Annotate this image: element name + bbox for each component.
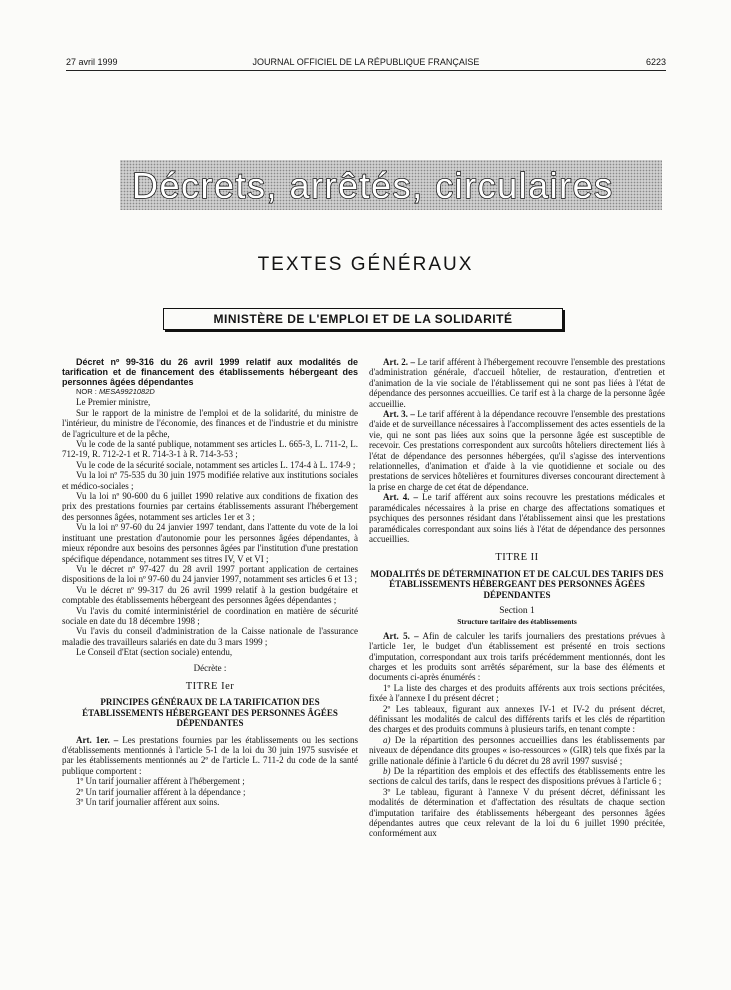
- titre-heading: TITRE II: [495, 552, 539, 564]
- section-subheading: Structure tarifaire des établissements: [457, 617, 577, 627]
- list-item: 1º La liste des charges et des produits afférents aux trois sections précitées, fixée à l'annexe I du présent décret ;: [369, 682, 665, 704]
- article-2: [369, 357, 665, 409]
- header-journal-title: JOURNAL OFFICIEL DE LA RÉPUBLIQUE FRANÇAISE: [252, 57, 480, 67]
- nor-label: NOR :: [76, 387, 97, 396]
- list-item: 2º Un tarif journalier afférent à la dépendance ;: [76, 786, 246, 797]
- titre-heading: TITRE Ier: [185, 680, 235, 692]
- paragraph: Vu l'avis du comité interministériel de coordination en matière de sécurité sociale en date du 18 décembre 1998 ;: [62, 605, 358, 626]
- left-column: [62, 357, 358, 807]
- ministry-box: MINISTÈRE DE L'EMPLOI ET DE LA SOLIDARITÉ: [163, 308, 563, 330]
- running-header: [66, 57, 666, 71]
- section-title: TEXTES GÉNÉRAUX: [257, 254, 474, 275]
- article-text: Le tarif afférent aux soins recouvre les prestations médicales et paramédicales nécessaires à la prise en charge des affectations somatiques et psychiques des personnes résidant dans l'établissement ainsi que les prestations paramédicales correspondant aux soins liés à l'état de dépendance des personnes accueillies.: [369, 492, 665, 544]
- paragraph: Vu l'avis du conseil d'administration de la Caisse nationale de l'assurance maladie des travailleurs salariés en date du 3 mars 1999 ;: [62, 626, 358, 647]
- article-label: Art. 2. –: [383, 357, 416, 367]
- list-item: 3º Un tarif journalier afférent aux soins.: [76, 797, 220, 808]
- paragraph: Vu le décret nº 99-317 du 26 avril 1999 relatif à la gestion budgétaire et comptable des établissements hébergeant des personnes âgées dépendantes ;: [62, 584, 358, 606]
- item-text: De la répartition des emplois et des effectifs des établissements entre les sections de calcul des tarifs, dans le respect des dispositions prévues à l'article 6 ;: [369, 766, 665, 787]
- article-5: [369, 631, 665, 683]
- article-3: [369, 409, 665, 492]
- right-column: [369, 357, 665, 839]
- header-rule: [66, 70, 666, 71]
- banner-title: Décrets, arrêtés, circulaires: [132, 165, 614, 206]
- titre-subheading: MODALITÉS DE DÉTERMINATION ET DE CALCUL DES TARIFS DES ÉTABLISSEMENTS HÉBERGEANT DES PERSONNES ÂGÉES DÉPENDANTES: [370, 568, 664, 600]
- list-item: 2º Les tableaux, figurant aux annexes IV-1 et IV-2 du présent décret, définissant les modalités de calcul des différents tarifs et les clés de répartition des charges et des produits communs à plusieurs tarifs, en tenant compte :: [369, 703, 665, 735]
- article-label: Art. 1er. –: [76, 734, 119, 745]
- paragraph: Vu la loi nº 75-535 du 30 juin 1975 modifiée relative aux institutions sociales et médico-sociales ;: [62, 470, 358, 491]
- article-text: Les prestations fournies par les établissements ou les sections d'établissements mentionnés à l'article 5-1 de la loi du 30 juin 1975 susvisée et par les établissements mentionnés au 2º de l'article L. 711-2 du code de la santé publique comportent :: [62, 734, 359, 776]
- article-4: [369, 492, 665, 544]
- paragraph: Vu le code de la santé publique, notamment ses articles L. 665-3, L. 711-2, L. 712-19, R. 712-2-1 et R. 714-3-1 à R. 714-3-53 ;: [62, 439, 358, 460]
- article-1: [62, 735, 358, 777]
- decree-title: Décret nº 99-316 du 26 avril 1999 relatif aux modalités de tarification et de financement des établissements hébergeant des personnes âgées dépendantes: [62, 357, 358, 387]
- paragraph: Sur le rapport de la ministre de l'emploi et de la solidarité, du ministre de l'intérieur, du ministre de l'économie, des finances et de l'industrie et du ministre de l'agriculture et de la pêche,: [62, 407, 358, 439]
- list-item: [369, 735, 665, 766]
- paragraph: Vu la loi nº 90-600 du 6 juillet 1990 relative aux conditions de fixation des prix des prestations fournies par certains établissements assurant l'hébergement des personnes âgées, notamment ses articles 1er et 3 ;: [62, 491, 358, 522]
- header-page-number: 6223: [645, 57, 666, 67]
- item-text: De la répartition des personnes accueillies dans les établissements par niveaux de dépendance dits groupes « iso-ressources » (GIR) tels que fixés par la grille nationale définie à l'article 6 du décret du 28 avril 1997 susvisé ;: [369, 734, 665, 766]
- article-label: Art. 5. –: [383, 630, 419, 641]
- list-item: 3º Le tableau, figurant à l'annexe V du présent décret, définissant les modalités de détermination et d'affectation des résultats de chaque section d'imputation tarifaire des établissements hébergeant des personnes âgées dépendantes autres que ceux relevant de la loi du 6 juillet 1990 précitée, conformément aux: [369, 786, 665, 839]
- titre-subheading: PRINCIPES GÉNÉRAUX DE LA TARIFICATION DES ÉTABLISSEMENTS HÉBERGEANT DES PERSONNES ÂGÉES DÉPENDANTES: [82, 697, 338, 729]
- decrete: Décrète :: [193, 662, 227, 673]
- nor-code: MESA9921082D: [98, 387, 155, 396]
- section-heading: Section 1: [499, 605, 535, 616]
- list-item: [369, 766, 665, 787]
- article-text: Le tarif afférent à la dépendance recouvre l'ensemble des prestations d'aide et de surveillance nécessaires à l'accomplissement des actes essentiels de la vie, qui ne sont pas liées aux soins que la personne âgée est susceptible de recevoir. Ces prestations correspondent aux surcoûts hôteliers directement liés à l'état de dépendance des personnes hébergées, qu'il s'agisse des interventions relationnelles, d'animation et d'aide à la vie quotidienne et sociale ou des prestations de services hôtelières et fournitures diverses concourant directement à la prise en charge de cet état de dépendance.: [369, 409, 665, 492]
- article-text: Afin de calculer les tarifs journaliers des prestations prévues à l'article 1er, le budget d'un établissement est présenté en trois sections d'imputation, correspondant aux trois tarifs précédemment mentionnés, dont les charges et les produits sont arrêtés séparément, sur la base des éléments et documents ci-après énumérés :: [369, 630, 665, 683]
- item-letter: b): [383, 766, 391, 777]
- paragraph: Vu le code de la sécurité sociale, notamment ses articles L. 174-4 à L. 174-9 ;: [76, 459, 356, 470]
- header-date: 27 avril 1999: [66, 57, 118, 67]
- article-label: Art. 3. –: [383, 409, 415, 420]
- paragraph: Le Premier ministre,: [76, 397, 151, 408]
- article-label: Art. 4. –: [383, 492, 419, 503]
- list-item: 1º Un tarif journalier afférent à l'hébergement ;: [76, 776, 245, 787]
- item-letter: a): [383, 734, 391, 745]
- paragraph: Le Conseil d'Etat (section sociale) entendu,: [76, 647, 233, 658]
- article-text: Le tarif afférent à l'hébergement recouvre l'ensemble des prestations d'administration générale, d'accueil hôtelier, de restauration, d'entretien et d'animation de la vie sociale de l'établissement qui ne sont pas liées à l'état de dépendance des personnes accueillies. Ce tarif est à la charge de la personne âgée accueillie.: [369, 357, 665, 409]
- paragraph: Vu le décret nº 97-427 du 28 avril 1997 portant application de certaines dispositions de la loi nº 97-60 du 24 janvier 1997, notamment ses articles 6 et 13 ;: [62, 563, 358, 585]
- paragraph: Vu la loi nº 97-60 du 24 janvier 1997 tendant, dans l'attente du vote de la loi instituant une prestation d'autonomie pour les personnes âgées dépendantes, à mieux répondre aux besoins des personnes âgées par l'institution d'une prestation spécifique dépendance, notamment ses titres IV, V et VI ;: [62, 522, 358, 564]
- nor-reference: [62, 387, 358, 397]
